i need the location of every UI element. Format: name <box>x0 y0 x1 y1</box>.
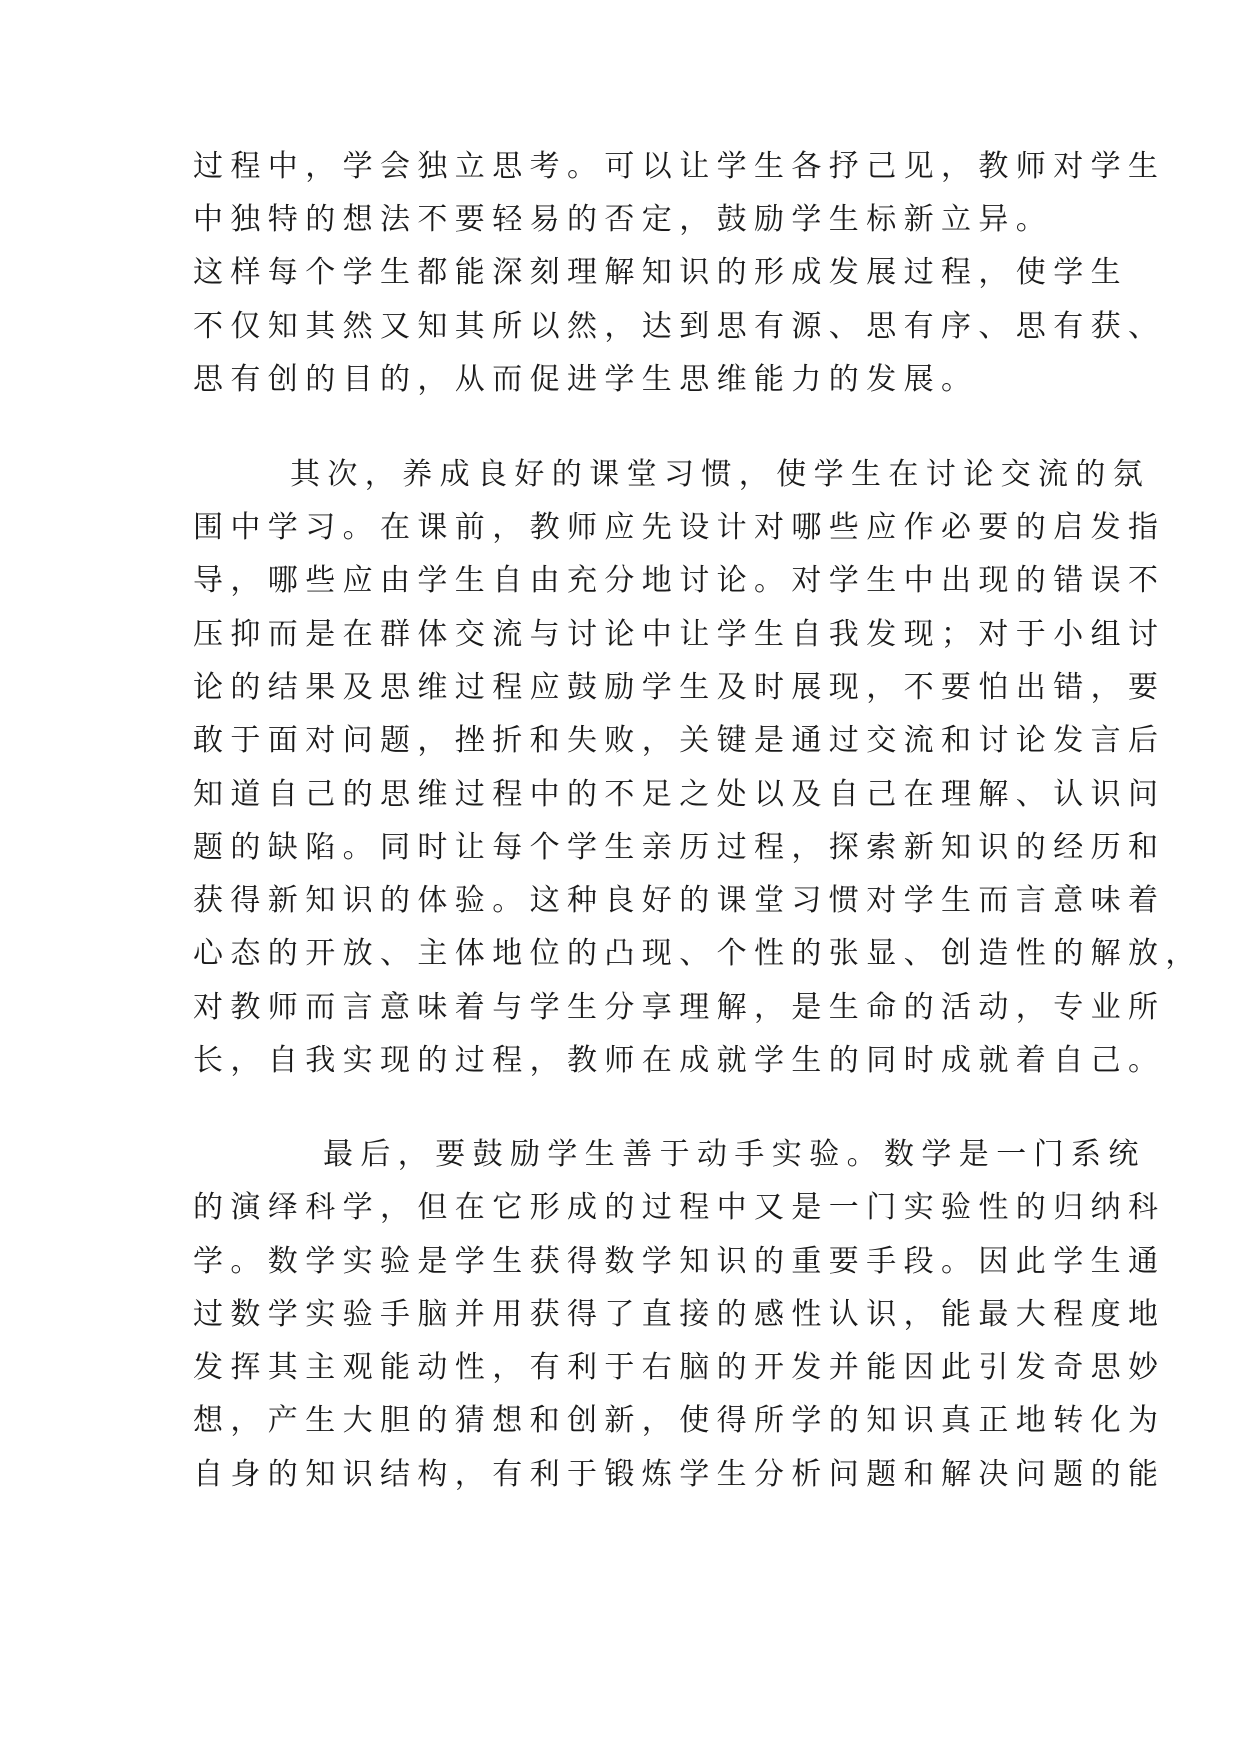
text-line: 的演绎科学，但在它形成的过程中又是一门实验性的归纳科 <box>193 1190 1166 1225</box>
text-line: 这样每个学生都能深刻理解知识的形成发展过程，使学生 <box>193 255 1128 290</box>
text-line: 想，产生大胆的猜想和创新，使得所学的知识真正地转化为 <box>193 1403 1166 1438</box>
text-line: 题的缺陷。同时让每个学生亲历过程，探索新知识的经历和 <box>193 830 1166 865</box>
text-line: 获得新知识的体验。这种良好的课堂习惯对学生而言意味着 <box>193 883 1166 918</box>
paragraph-first-line: 其次，养成良好的课堂习惯，使学生在讨论交流的氛 <box>290 457 1151 492</box>
text-line: 导，哪些应由学生自由充分地讨论。对学生中出现的错误不 <box>193 563 1166 598</box>
text-line: 过程中，学会独立思考。可以让学生各抒己见，教师对学生 <box>193 149 1166 184</box>
text-line: 长，自我实现的过程，教师在成就学生的同时成就着自己。 <box>193 1043 1166 1078</box>
text-line: 知道自己的思维过程中的不足之处以及自己在理解、认识问 <box>193 777 1166 812</box>
text-line: 论的结果及思维过程应鼓励学生及时展现，不要怕出错，要 <box>193 670 1166 705</box>
text-line: 围中学习。在课前，教师应先设计对哪些应作必要的启发指 <box>193 510 1166 545</box>
text-line: 学。数学实验是学生获得数学知识的重要手段。因此学生通 <box>193 1244 1166 1279</box>
text-line: 压抑而是在群体交流与讨论中让学生自我发现；对于小组讨 <box>193 617 1166 652</box>
text-line: 敢于面对问题，挫折和失败，关键是通过交流和讨论发言后 <box>193 723 1166 758</box>
text-line: 不仅知其然又知其所以然，达到思有源、思有序、思有获、 <box>193 309 1166 344</box>
text-line: 思有创的目的，从而促进学生思维能力的发展。 <box>193 362 979 397</box>
text-line: 发挥其主观能动性，有利于右脑的开发并能因此引发奇思妙 <box>193 1350 1166 1385</box>
paragraph-first-line: 最后，要鼓励学生善于动手实验。数学是一门系统 <box>323 1137 1146 1172</box>
text-line: 自身的知识结构，有利于锻炼学生分析问题和解决问题的能 <box>193 1457 1166 1492</box>
text-line: 中独特的想法不要轻易的否定，鼓励学生标新立异。 <box>193 202 1054 237</box>
text-line: 心态的开放、主体地位的凸现、个性的张显、创造性的解放， <box>193 936 1203 971</box>
text-line: 对教师而言意味着与学生分享理解，是生命的活动，专业所 <box>193 990 1166 1025</box>
text-line: 过数学实验手脑并用获得了直接的感性认识，能最大程度地 <box>193 1297 1166 1332</box>
